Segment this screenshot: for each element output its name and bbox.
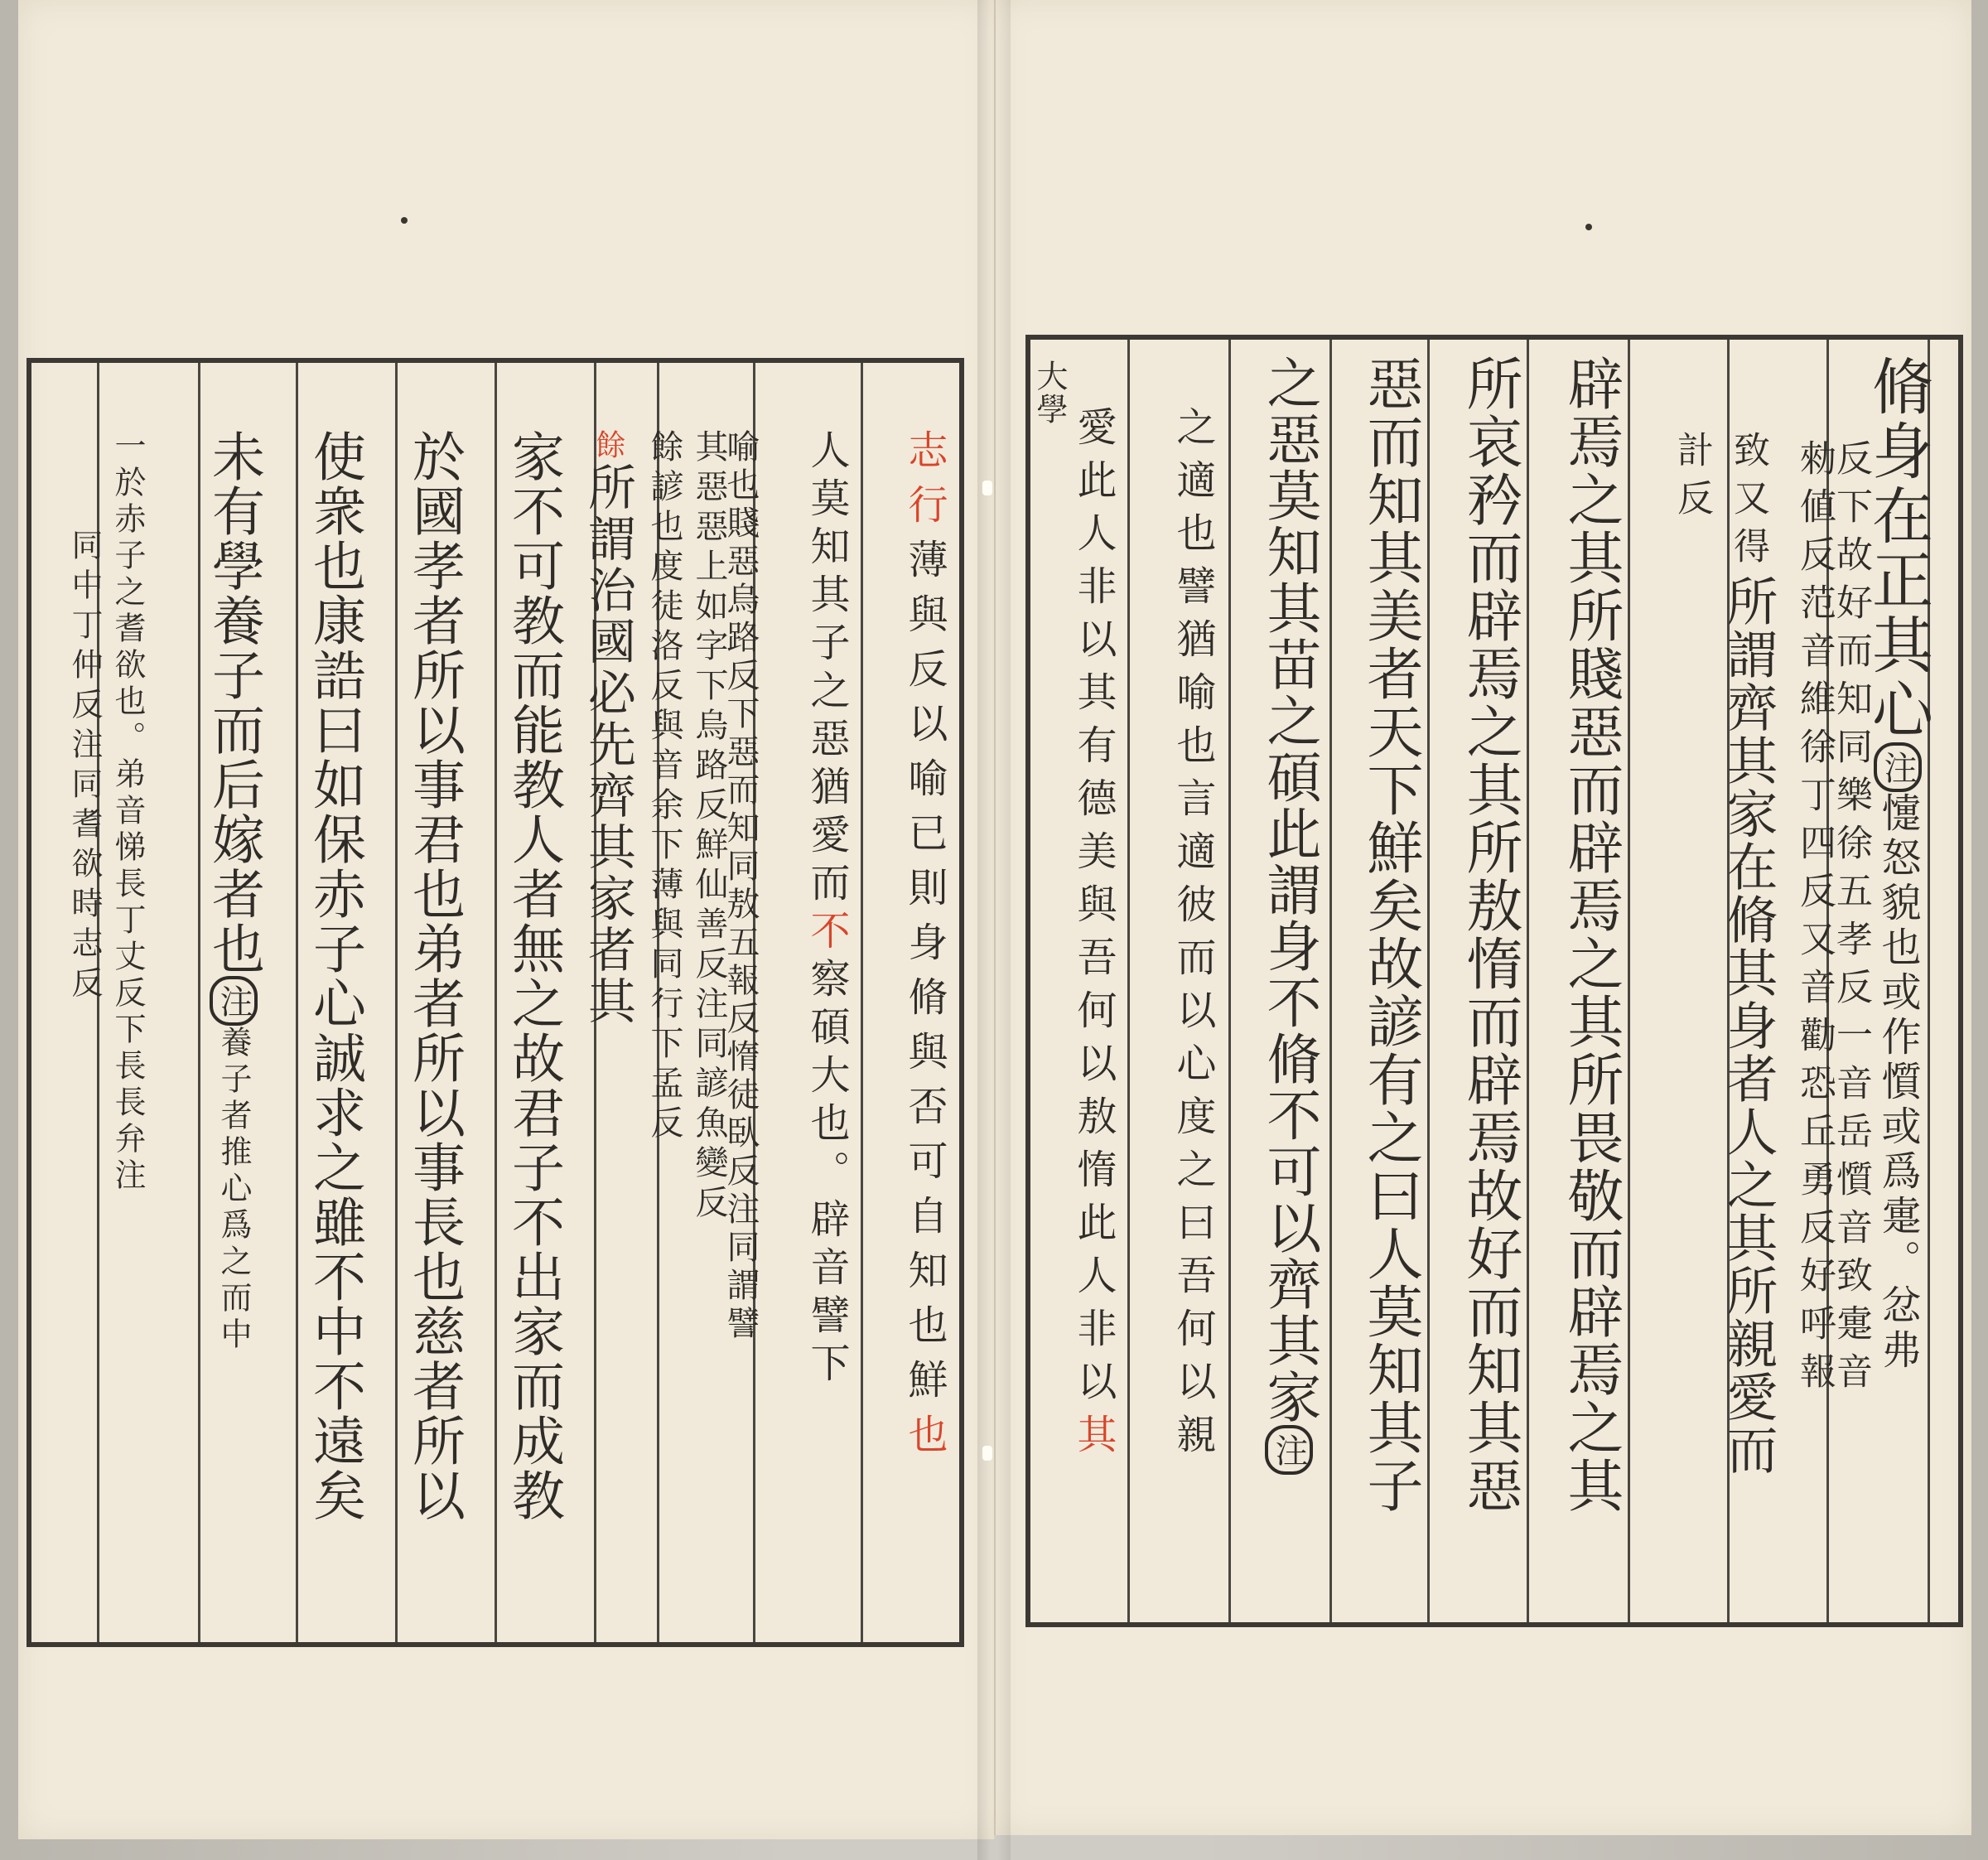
text-column-4 <box>1715 431 1781 1476</box>
text-column-11 <box>1072 406 1115 1466</box>
text-column-9 <box>295 429 374 1523</box>
text-column-1 <box>903 429 946 1468</box>
main-text: 脩身在正其心 <box>1862 355 1933 742</box>
text-column-10 <box>1171 406 1214 1466</box>
text-column-12 <box>63 529 106 1006</box>
right-page-text-frame <box>1025 335 1963 1627</box>
commentary-text: 計反 <box>1671 431 1713 527</box>
ink-speck <box>1585 224 1592 230</box>
text-column-8 <box>394 429 474 1523</box>
text-column-10 <box>194 429 273 1354</box>
text-column-7 <box>494 429 573 1523</box>
ink-speck <box>401 217 408 224</box>
main-text: 所謂齊其家在脩其身者人之其所親愛而 <box>1718 575 1778 1476</box>
text-column-9 <box>1249 355 1329 1475</box>
commentary-text: 諺也度徒洛反與音余下薄與同行下孟反 <box>645 469 683 1145</box>
main-text: 未有學養子而后嫁者也 <box>203 429 264 976</box>
red-annotation: 其 <box>1070 1413 1117 1466</box>
text-column-3 <box>1829 439 1872 1400</box>
text-column-8 <box>1350 355 1430 1515</box>
commentary-text: 餘 <box>645 429 683 469</box>
main-text: 察碩大也。辟音譬下 <box>803 958 850 1390</box>
commentary-text: 同中丁仲反注同耆欲時志反 <box>66 529 103 1006</box>
text-column-11 <box>106 429 149 1195</box>
text-column-2 <box>805 429 848 1390</box>
commentary-text: 養子者推心爲之而中 <box>215 1026 252 1354</box>
red-annotation: 也 <box>901 1413 948 1468</box>
commentary-text: 反下故好而知同樂徐五孝反一音岳懫音致疐音 <box>1830 439 1872 1400</box>
text-column-4 <box>688 429 731 1225</box>
annotation-badge: 注 <box>1874 742 1922 792</box>
main-text: 於國孝者所以事君也弟者所以事長也慈者所以 <box>403 429 465 1523</box>
annotation-badge: 注 <box>1265 1425 1313 1475</box>
commentary-text: 之適也譬猶喻也言適彼而以心度之曰吾何以親 <box>1170 406 1216 1466</box>
red-annotation: 志行 <box>901 429 948 539</box>
commentary-text: 其惡惡上如字下烏路反鮮仙善反注同諺魚變反 <box>690 429 728 1225</box>
commentary-text: 懥怒貌也或作懫或爲疐。忿弗 <box>1875 792 1921 1374</box>
commentary-text: 一於赤子之耆欲也。弟音悌長丁丈反下長長弁注 <box>109 429 146 1195</box>
main-text: 所謂治國必先齊其家者其 <box>580 462 636 1027</box>
main-text: 之惡莫知其苗之碩此謂身不脩不可以齊其家 <box>1257 355 1321 1425</box>
binding-thread <box>982 1446 992 1461</box>
text-column-7 <box>1450 355 1529 1515</box>
commentary-text: 致又得 <box>1727 431 1769 575</box>
commentary-text: 薄與反以喻已則身脩與否可自知也鮮 <box>901 539 948 1413</box>
commentary-text: 愛此人非以其有德美與吾何以敖惰此人非以 <box>1070 406 1117 1413</box>
book-gutter <box>977 0 1011 1860</box>
text-column-6 <box>575 429 641 1027</box>
commentary-text: 喻也賤惡烏路反下惡而知同敖五報反惰徒臥反注同謂譬 <box>721 429 760 1344</box>
red-annotation: 不 <box>803 910 850 958</box>
left-page-text-frame <box>27 358 964 1647</box>
main-text: 人莫知其子之惡猶愛而 <box>803 429 850 910</box>
main-text: 所哀矜而辟焉之其所敖惰而辟焉故好而知其惡 <box>1457 355 1522 1515</box>
red-annotation: 餘 <box>591 429 625 462</box>
main-text: 辟焉之其所賤惡而辟焉之其所畏敬而辟焉之其 <box>1558 355 1624 1515</box>
text-column-5 <box>643 429 686 1145</box>
commentary-text: 勑値反范音維徐丁四反又音勸恐丘勇反好呼報 <box>1793 439 1836 1400</box>
text-column-6 <box>1551 355 1630 1515</box>
main-text: 惡而知其美者天下鮮矣故諺有之曰人莫知其子 <box>1358 355 1423 1515</box>
fold-margin-label: 大學 <box>1031 360 1068 426</box>
annotation-badge: 注 <box>210 976 258 1026</box>
text-column-5 <box>1670 431 1713 527</box>
main-text: 使衆也康誥曰如保赤子心誠求之雖不中不遠矣 <box>304 429 365 1523</box>
binding-thread <box>982 481 992 495</box>
main-text: 家不可教而能教人者無之故君子不出家而成教 <box>503 429 564 1523</box>
